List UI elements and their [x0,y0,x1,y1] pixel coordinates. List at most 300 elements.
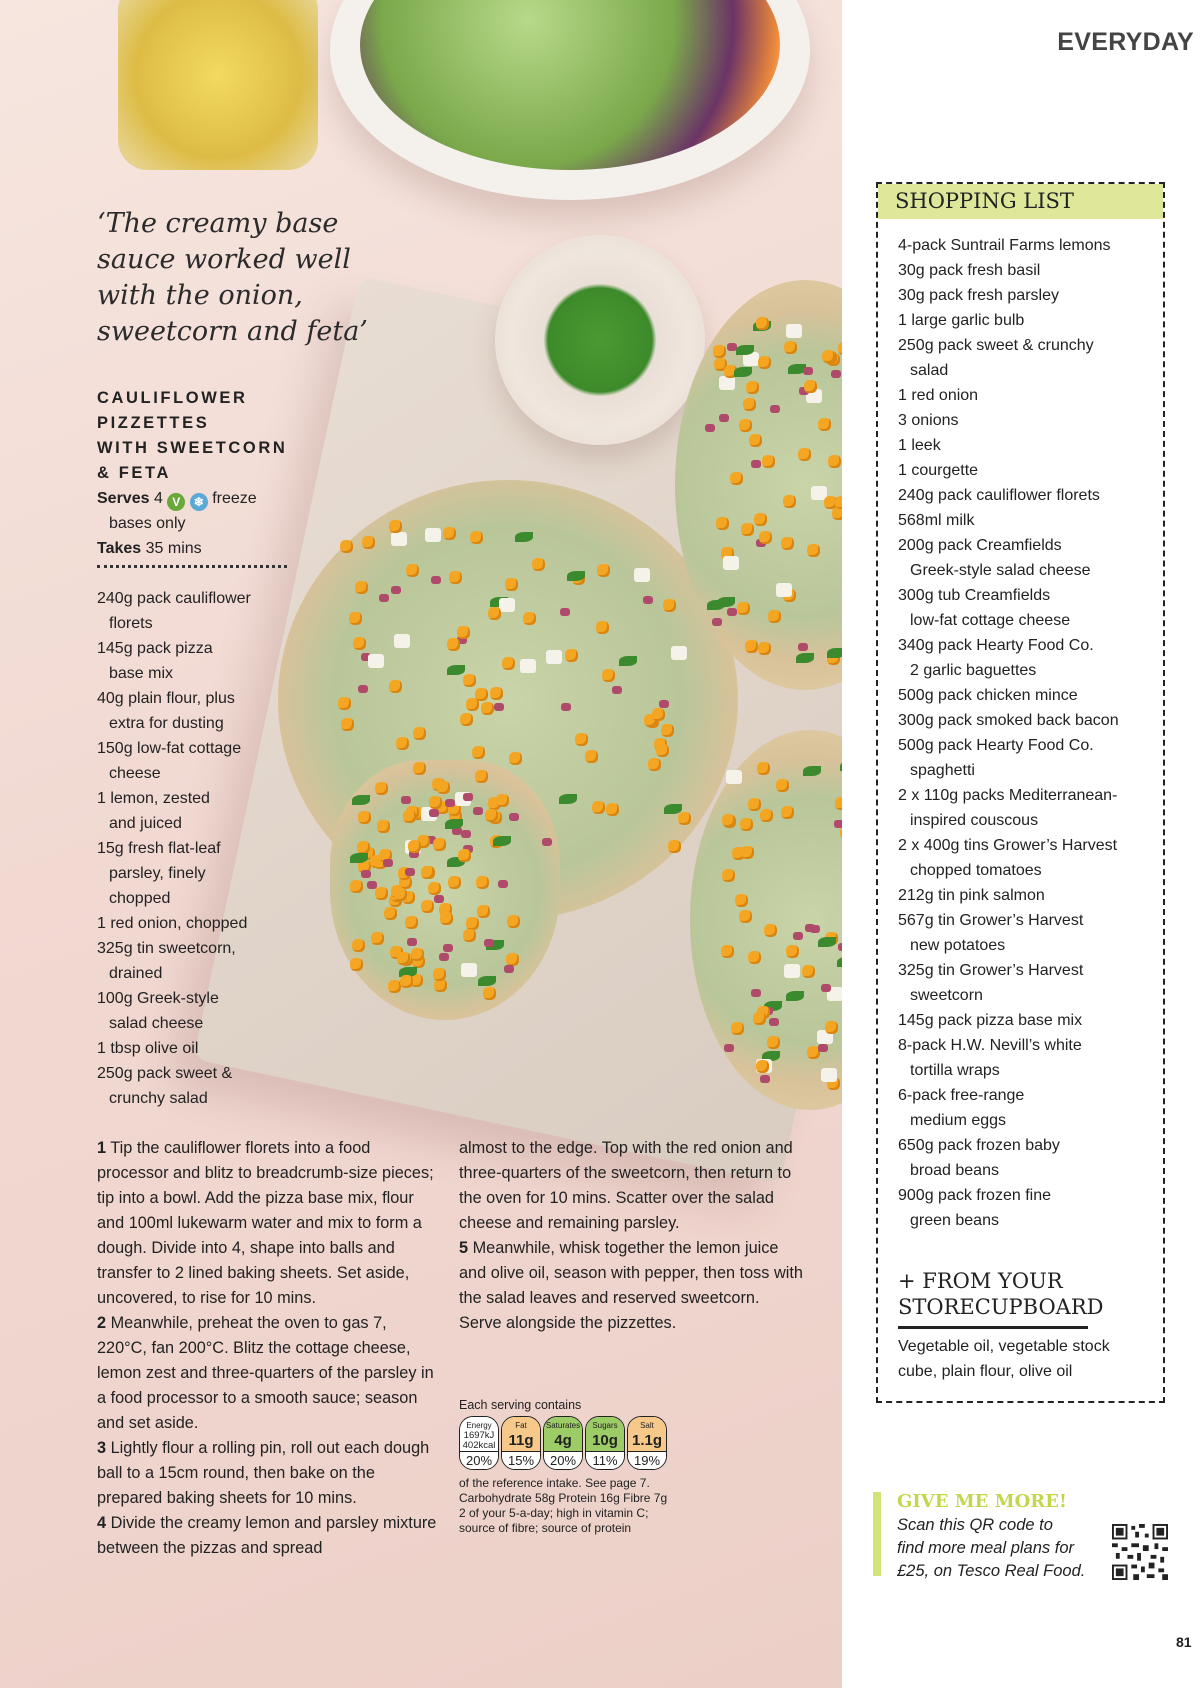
freeze-note: bases only [109,515,186,532]
topping [668,840,681,853]
ingredient-item: 1 lemon, zested and juiced [97,790,210,832]
topping [835,496,842,509]
topping [504,965,514,973]
topping [748,798,761,811]
nutrition-cell-energy [459,1416,499,1470]
step-text: almost to the edge. Top with the red onion and three-quarters of the sweetcorn, then return to the oven for 10 mins. Scatter over the salad cheese and remaining parsley. [459,1139,793,1232]
cell-label: Fat [515,1421,527,1430]
topping [837,957,842,967]
topping [384,907,397,920]
topping [502,657,515,670]
topping [447,665,465,675]
topping [730,472,743,485]
takes-value: 35 mins [145,540,202,557]
nutrition-macros: Carbohydrate 58g Protein 16g Fibre 7g [459,1491,668,1505]
topping [475,770,488,783]
shopping-list-item: 8-pack H.W. Nevill’s white tortilla wraps [898,1037,1082,1079]
topping [756,317,769,330]
topping [397,952,410,965]
topping [619,656,637,666]
step-text: Meanwhile, preheat the oven to gas 7, 220°C, fan 200°C. Blitz the cottage cheese, lemon zest and three-quarters of the parsley in a food processor to a smooth sauce; season and set aside. [97,1314,434,1432]
cell-value: 11g [508,1432,534,1449]
cell-value-kcal: 402kcal [462,1440,496,1451]
topping [786,324,802,338]
topping [449,571,462,584]
cell-percent: 15% [502,1451,540,1469]
shopping-list-item: 300g pack smoked back bacon [898,712,1119,729]
topping [721,945,734,958]
topping [818,418,831,431]
method-step [97,1311,437,1436]
ingredient-item: 1 tbsp olive oil [97,1040,199,1057]
topping [734,367,752,377]
topping [499,598,515,612]
topping [807,544,820,557]
topping [705,424,715,432]
topping [505,578,518,591]
step-text: Tip the cauliflower florets into a food processor and blitz to breadcrumb-size pieces; tip into a bowl. Add the pizza base mix, flour and 100ml lukewarm water and mix to form a dough. Divide into 4, shape into balls and transfer to 2 lined baking sheets. Set aside, uncovered, to rise for 10 mins. [97,1139,434,1307]
topping [723,556,739,570]
topping [565,649,578,662]
topping [400,975,413,988]
shopping-list-item: 2 x 400g tins Grower’s Harvest chopped tomatoes [898,837,1118,879]
topping [643,596,653,604]
topping [443,527,456,540]
topping [475,688,488,701]
topping [371,932,384,945]
topping [411,948,424,961]
topping [485,809,498,822]
topping [726,770,742,784]
topping [762,455,775,468]
method-column-2 [459,1136,804,1336]
step-number: 1 [97,1139,107,1157]
freeze-icon: ❄ [190,493,208,511]
divider [97,565,287,568]
topping [389,520,402,533]
topping [835,797,842,810]
shopping-list-item: 3 onions [898,412,959,429]
topping [784,964,800,978]
topping [754,513,767,526]
cell-top [586,1417,624,1451]
ingredient-item: 1 red onion, chopped [97,915,248,932]
topping [425,528,441,542]
topping [463,793,473,801]
takes-line [97,536,202,561]
topping [767,1036,780,1049]
topping [358,685,368,693]
cell-value: 1.1g [631,1432,662,1449]
topping [776,583,792,597]
topping [770,405,780,413]
topping [377,820,390,833]
topping [493,836,511,846]
topping [375,887,388,900]
shopping-list-item: 250g pack sweet & crunchy salad [898,337,1094,379]
cell-label: Energy [466,1421,492,1430]
nutrition-heading: Each serving contains [459,1398,582,1412]
topping [375,782,388,795]
cell-value: 10g [592,1432,618,1449]
topping [466,917,479,930]
topping [362,536,375,549]
topping [596,621,609,634]
topping [678,812,691,825]
topping [445,819,463,829]
topping [818,937,836,947]
ingredient-item: 15g fresh flat-leaf parsley, finely chopped [97,840,221,907]
method-step [97,1436,437,1511]
topping [821,1068,837,1082]
topping [748,951,761,964]
shopping-list-box [876,182,1165,1403]
topping [476,876,489,889]
topping [391,532,407,546]
topping [506,953,519,966]
topping [567,571,585,581]
topping [561,703,571,711]
nutrition-claims: 2 of your 5-a-day; high in vitamin C; [459,1506,649,1520]
shopping-list-title: SHOPPING LIST [878,184,1163,219]
topping [408,840,421,853]
topping [736,345,754,355]
shopping-list-item: 4-pack Suntrail Farms lemons [898,237,1111,254]
topping [753,1012,766,1025]
topping [494,703,504,711]
method-step [459,1136,804,1236]
serves-label: Serves [97,490,150,507]
topping [756,1060,769,1073]
topping [440,912,453,925]
shopping-list-item: 240g pack cauliflower florets [898,487,1100,504]
shopping-list-item: 1 large garlic bulb [898,312,1025,329]
topping [751,989,761,997]
topping [431,576,441,584]
takes-label: Takes [97,540,142,557]
oil-bottle [118,0,318,170]
shopping-list-item: 300g tub Creamfields low-fat cottage cheese [898,587,1071,629]
topping [383,859,393,867]
topping [827,648,842,658]
topping [760,809,773,822]
topping [768,610,781,623]
topping [707,600,725,610]
topping [448,876,461,889]
ingredient-item: 150g low-fat cottage cheese [97,740,242,782]
shopping-list-item: 200g pack Creamfields Greek-style salad cheese [898,537,1091,579]
topping [743,398,756,411]
cell-percent: 20% [460,1451,498,1469]
topping [602,669,615,682]
topping [352,795,370,805]
topping [760,1075,770,1083]
topping [597,564,610,577]
qr-code-icon[interactable] [1111,1524,1169,1580]
shopping-list-item: 650g pack frozen baby broad beans [898,1137,1060,1179]
topping [585,750,598,763]
topping [405,868,415,876]
topping [758,356,771,369]
topping [825,1021,838,1034]
topping [413,762,426,775]
nutrition-note: of the reference intake. See page 7. [459,1476,650,1490]
topping [509,813,519,821]
topping [357,841,370,854]
topping [463,674,476,687]
topping [515,532,533,542]
shopping-list-item: 500g pack Hearty Food Co. spaghetti [898,737,1094,779]
topping [437,781,450,794]
shopping-list-item: 6-pack free-range medium eggs [898,1087,1025,1129]
topping [433,968,446,981]
topping [340,540,353,553]
nutrition-claims-2: source of fibre; source of protein [459,1521,632,1535]
shopping-list-item: 568ml milk [898,512,975,529]
nutrition-cell-fat [501,1416,541,1470]
topping [391,586,401,594]
topping [389,680,402,693]
topping [560,608,570,616]
topping [803,367,813,375]
topping [652,708,665,721]
topping [719,414,729,422]
topping [713,345,726,358]
ingredient-item: 250g pack sweet & crunchy salad [97,1065,233,1107]
topping [403,810,416,823]
promo-title: GIVE ME MORE! [897,1491,1067,1512]
topping [394,888,407,901]
ingredient-item: 325g tin sweetcorn, drained [97,940,236,982]
topping [712,618,722,626]
topping [405,916,418,929]
topping [740,818,753,831]
topping [722,814,735,827]
topping [818,1044,828,1052]
step-number: 5 [459,1239,469,1257]
shopping-list-item: 145g pack pizza base mix [898,1012,1083,1029]
topping [520,659,536,673]
topping [741,846,754,859]
topping [784,341,797,354]
topping [798,643,808,651]
topping [741,523,754,536]
topping [634,568,650,582]
topping [352,939,365,952]
topping [546,650,562,664]
cell-percent: 11% [586,1451,624,1469]
topping [832,507,842,520]
topping [776,779,789,792]
cell-top [460,1417,498,1451]
serves-line [97,486,257,511]
topping [802,965,815,978]
topping [406,564,419,577]
topping [758,642,771,655]
cell-percent: 19% [628,1451,666,1469]
topping [751,460,761,468]
topping [358,811,371,824]
ingredient-item: 100g Greek-style salad cheese [97,990,219,1032]
topping [796,653,814,663]
topping [434,895,444,903]
topping [507,915,520,928]
topping [428,882,441,895]
topping [355,581,368,594]
topping [822,350,835,363]
topping [477,905,490,918]
shopping-list-item: 2 x 110g packs Mediterranean- inspired couscous [898,787,1118,829]
shopping-list-item: 30g pack fresh basil [898,262,1041,279]
topping [394,634,410,648]
topping [457,626,470,639]
topping [612,686,622,694]
vegetarian-icon: V [167,493,185,511]
step-text: Meanwhile, whisk together the lemon juice and olive oil, season with pepper, then toss with the salad leaves and reserved sweetcorn. Serve alongside the pizzettes. [459,1239,803,1332]
topping [341,718,354,731]
topping [648,758,661,771]
storecupboard-title: + FROM YOUR STORECUPBOARD [898,1268,1088,1329]
shopping-list-item: 567g tin Grower’s Harvest new potatoes [898,912,1084,954]
topping [413,727,426,740]
topping [429,796,442,809]
topping [793,932,803,940]
topping [719,376,735,390]
serves-value: 4 [153,490,163,507]
topping [671,646,687,660]
topping [746,381,759,394]
page-number: 81 [1176,1634,1192,1650]
topping [661,724,674,737]
topping [421,900,434,913]
method-column-1 [97,1136,437,1561]
method-step [97,1136,437,1311]
topping [769,1018,779,1026]
step-text: Divide the creamy lemon and parsley mixture between the pizzas and spread [97,1514,437,1557]
topping [724,1044,734,1052]
topping [716,517,729,530]
topping [421,866,434,879]
topping [447,638,460,651]
topping [764,924,777,937]
nutrition-label [459,1398,667,1536]
topping [831,370,841,378]
topping [349,612,362,625]
section-label: EVERYDAY [1057,28,1194,56]
topping [786,991,804,1001]
step-number: 4 [97,1514,107,1532]
topping [473,807,483,815]
topping [783,495,796,508]
topping [458,849,471,862]
topping [838,943,842,951]
topping [461,963,477,977]
shopping-list-item: 500g pack chicken mince [898,687,1078,704]
recipe-title: CAULIFLOWER PIZZETTES WITH SWEETCORN & FETA [97,389,288,482]
topping [472,746,485,759]
topping [478,976,496,986]
cell-value: 4g [554,1432,572,1449]
ingredient-item: 40g plain flour, plus extra for dusting [97,690,235,732]
step-number: 2 [97,1314,107,1332]
topping [429,809,439,817]
topping [739,419,752,432]
topping [481,702,494,715]
topping [810,925,820,933]
topping [460,713,473,726]
topping [737,602,750,615]
topping [727,608,737,616]
cell-value-kj: 1697kJ [463,1430,495,1441]
topping [532,558,545,571]
topping [575,733,588,746]
shopping-list-item: 340g pack Hearty Food Co. 2 garlic baguettes [898,637,1094,679]
topping [498,880,508,888]
cell-label: Sugars [592,1421,618,1430]
topping [407,938,417,946]
topping [379,594,389,602]
topping [509,752,522,765]
parsley-bowl [495,235,705,445]
shopping-list-item: 1 red onion [898,387,979,404]
topping [361,870,371,878]
topping [759,531,772,544]
topping [659,700,669,708]
cell-label: Salt [640,1421,654,1430]
step-text: Lightly flour a rolling pin, roll out each dough ball to a 15cm round, then bake on the prepared baking sheets for 10 mins. [97,1439,430,1507]
topping [781,806,794,819]
nutrition-cell-salt [627,1416,667,1470]
topping [542,838,552,846]
topping [443,944,453,952]
traffic-light-cells [459,1416,667,1470]
shopping-list-item: 212g tin pink salmon [898,887,1045,904]
topping [798,448,811,461]
topping [396,737,409,750]
topping [338,697,351,710]
topping [804,380,817,393]
topping [786,945,799,958]
topping [490,687,503,700]
topping [757,762,770,775]
topping [445,799,455,807]
step-number: 3 [97,1439,107,1457]
promo-text: Scan this QR code to find more meal plans for £25, on Tesco Real Food. [897,1516,1086,1580]
cell-percent: 20% [544,1451,582,1469]
topping [731,1022,744,1035]
method-step [97,1511,437,1561]
cell-top [628,1417,666,1451]
topping [439,953,449,961]
topping [367,881,377,889]
shopping-list-item: 900g pack frozen fine green beans [898,1187,1051,1229]
topping [781,537,794,550]
cell-label: Saturates [545,1421,581,1430]
topping [739,910,752,923]
shopping-list-item: 1 courgette [898,462,979,479]
topping [722,869,735,882]
shopping-list-item: 30g pack fresh parsley [898,287,1059,304]
cell-top [544,1417,582,1451]
topping [461,830,471,838]
topping [838,342,842,355]
topping [470,531,483,544]
topping [433,838,446,851]
topping [745,640,758,653]
topping [350,880,363,893]
topping [821,984,831,992]
topping [749,434,762,447]
